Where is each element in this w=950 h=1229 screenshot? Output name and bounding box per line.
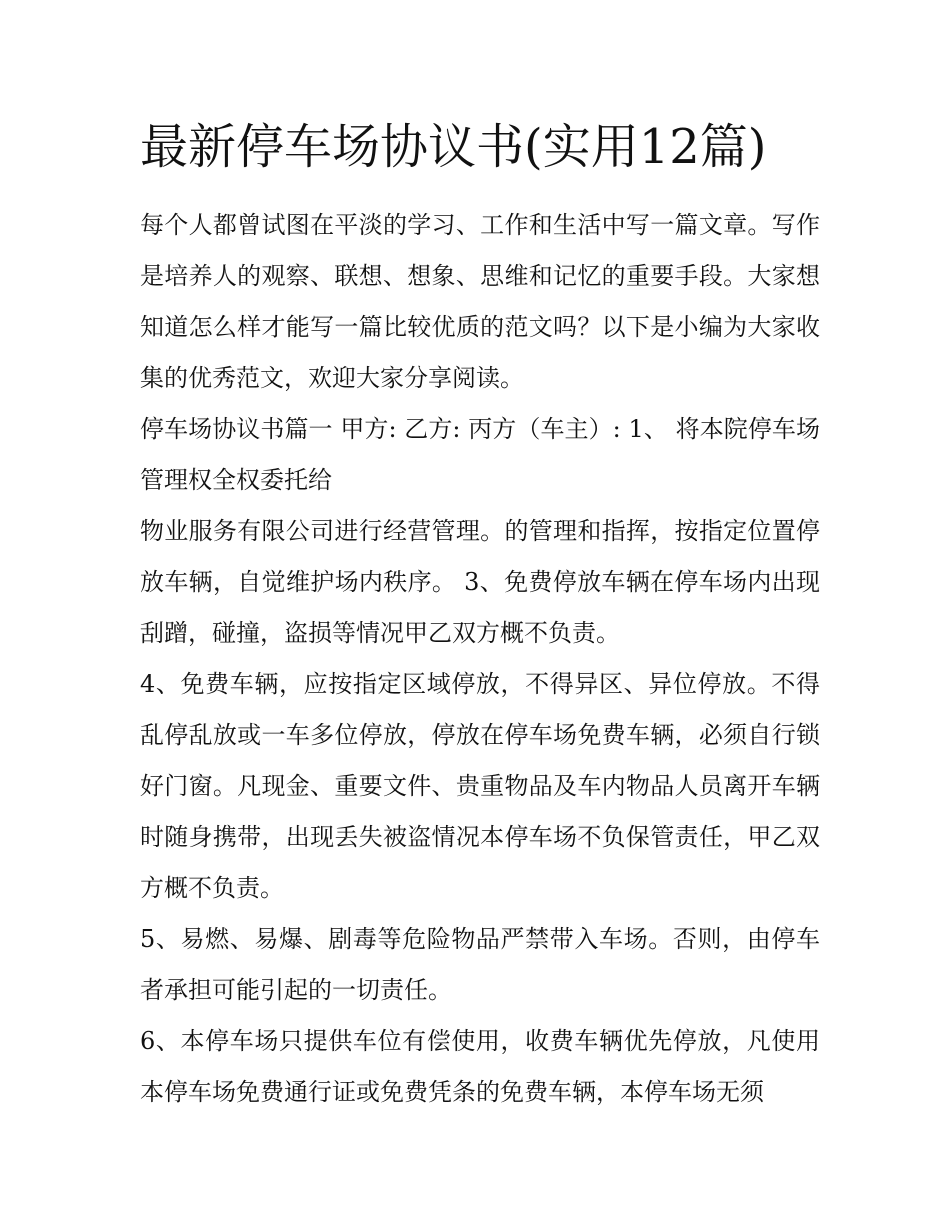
- document-title: 最新停车场协议书(实用12篇): [140, 119, 767, 175]
- clause-6-paragraph: 6、本停车场只提供车位有偿使用，收费车辆优先停放，凡使用本停车场免费通行证或免费凭条的免费车辆，本停车场无须: [140, 1027, 820, 1106]
- clause-3-paragraph: 物业服务有限公司进行经营管理。的管理和指挥，按指定位置停放车辆，自觉维护场内秩序。 3、免费停放车辆在停车场内出现刮蹭，碰撞，盗损等情况甲乙双方概不负责。: [140, 517, 820, 647]
- clause-4-paragraph: 4、免费车辆，应按指定区域停放，不得异区、异位停放。不得乱停乱放或一车多位停放，停放在停车场免费车辆，必须自行锁好门窗。凡现金、重要文件、贵重物品及车内物品人员离开车辆时随身携带，出现丢失被盗情况本停车场不负保管责任，甲乙双方概不负责。: [140, 670, 820, 902]
- clause-5-paragraph: 5、易燃、易爆、剧毒等危险物品严禁带入车场。否则，由停车者承担可能引起的一切责任。: [140, 925, 820, 1004]
- intro-paragraph: 每个人都曾试图在平淡的学习、工作和生活中写一篇文章。写作是培养人的观察、联想、想象、思维和记忆的重要手段。大家想知道怎么样才能写一篇比较优质的范文吗？以下是小编为大家收集的优秀范文，欢迎大家分享阅读。: [140, 211, 820, 392]
- document-content: [140, 112, 820, 1118]
- section-one-heading-paragraph: 停车场协议书篇一 甲方: 乙方: 丙方（车主）: 1、 将本院停车场管理权全权委托给: [140, 415, 820, 494]
